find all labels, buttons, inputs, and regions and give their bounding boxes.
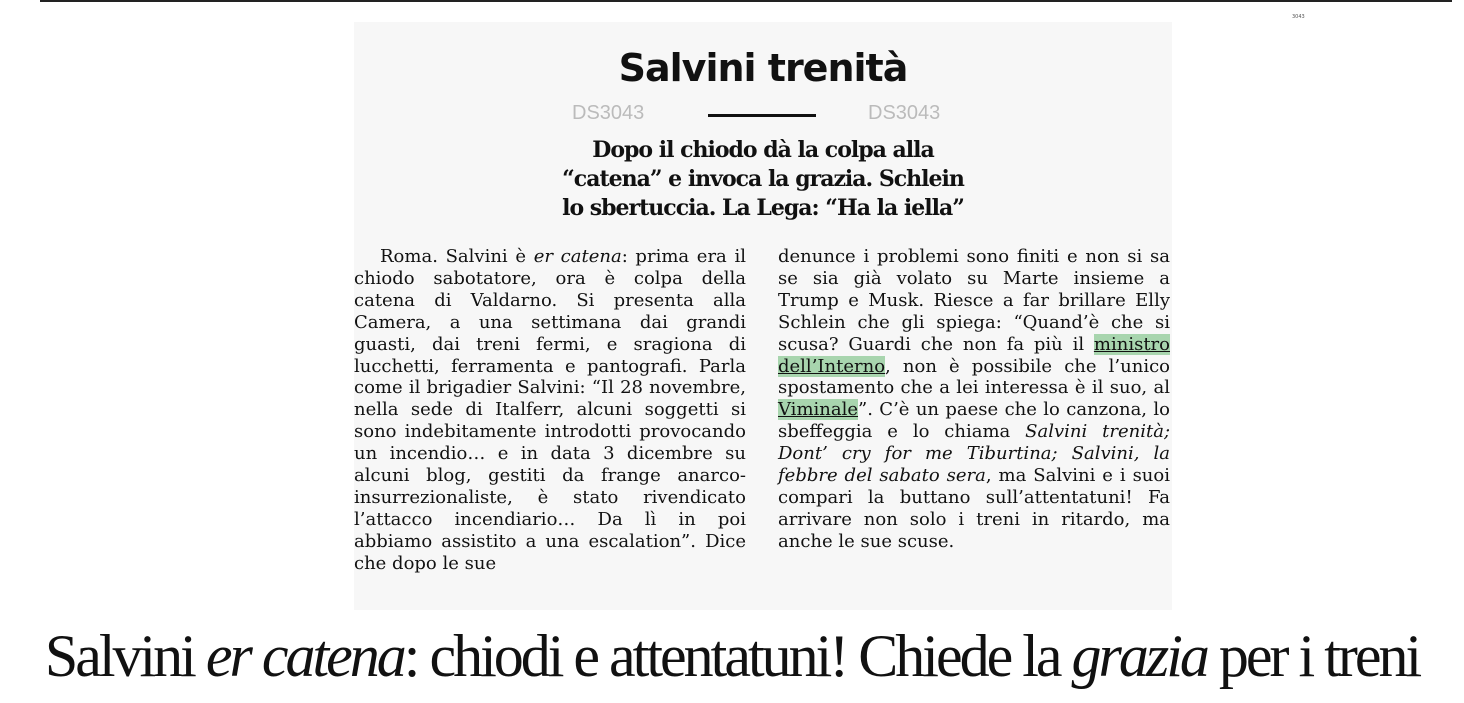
front-page-banner-headline: Salvini er catena: chiodi e attentatuni! Chiede la grazia per i treni xyxy=(44,623,1420,689)
article-headline: Salvini trenità xyxy=(618,46,908,90)
top-rule xyxy=(40,0,1452,2)
title-divider xyxy=(708,114,816,117)
watermark-row xyxy=(354,102,1172,128)
highlight-interno[interactable]: dell’Interno xyxy=(778,355,886,377)
body-paragraph: Roma. Salvini è er catena: prima era il chiodo sabotatore, ora è colpa della catena di Valdarno. Si presenta alla Camera, a una settimana dai grandi guasti, dai treni fermi, e sragiona di lucchetti, ferramenta e pantografi. Parla come il brigadier Salvini: “Il 28 novembre, nella sede di Italferr, alcuni soggetti si sono indebitamente introdotti provocando un incendio… e in data 3 dicembre su alcuni blog, gestiti da frange anarco-insurrezionaliste, è stato rivendicato l’attacco incendiario… Da lì in poi abbiamo assistito a una escalation”. Dice che dopo le sue xyxy=(354,246,746,574)
watermark-left: DS3043 xyxy=(572,102,645,124)
highlight-ministro[interactable]: ministro xyxy=(1093,333,1170,355)
subhead-line: “catena” e invoca la grazia. Schlein xyxy=(562,166,964,192)
article-clipping xyxy=(354,22,1172,610)
body-column-right xyxy=(778,246,1170,553)
article-subheadline xyxy=(354,136,1172,223)
body-column-left xyxy=(354,246,746,575)
body-paragraph: denunce i problemi sono finiti e non si sa se sia già volato su Marte insieme a Trump e Musk. Riesce a far brillare Elly Schlein che gli spiega: “Quand’è che si scusa? Guardi che non fa più il ministro dell’Interno, non è possibile che l’unico spostamento che a lei interessa è il suo, al Viminale”. C’è un paese che lo canzona, lo sbeffeggia e lo chiama Salvini trenità; Dont’ cry for me Tiburtina; Salvini, la febbre del sabato sera, ma Salvini e i suoi compari la buttano sull’attentatuni! Fa arrivare non solo i treni in ritardo, ma anche le sue scuse. xyxy=(778,246,1171,552)
highlight-viminale[interactable]: Viminale xyxy=(778,399,858,421)
subhead-line: Dopo il chiodo dà la colpa alla xyxy=(592,137,934,163)
subhead-line: lo sbertuccia. La Lega: “Ha la iella” xyxy=(562,195,964,221)
watermark-right: DS3043 xyxy=(868,102,941,124)
page-code: 3043 xyxy=(1292,14,1305,20)
